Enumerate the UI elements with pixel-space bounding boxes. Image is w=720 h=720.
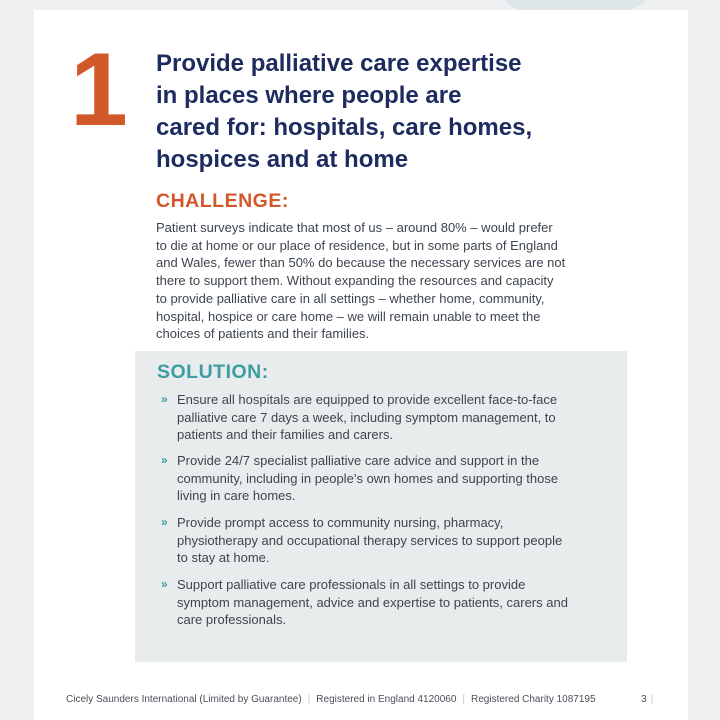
footer-charity: Registered Charity 1087195 (471, 694, 596, 705)
solution-line: Provide 24/7 specialist palliative care advice and support in the (177, 453, 540, 468)
challenge-line: there to support them. Without expanding the resources and capacity (156, 273, 554, 289)
challenge-title: CHALLENGE: (156, 190, 289, 212)
solution-item-text (177, 514, 617, 567)
solution-line: community, including in people’s own homes and supporting those (177, 470, 559, 486)
solution-item-text (177, 391, 617, 444)
heading-line: Provide palliative care expertise (156, 50, 522, 77)
heading-line: cared for: hospitals, care homes, (156, 114, 533, 141)
solution-line: symptom management, advice and expertise to patients, carers and (177, 594, 568, 610)
solution-title: SOLUTION: (157, 361, 269, 383)
page-footer (66, 694, 596, 705)
solution-line: patients and their families and carers. (177, 427, 394, 443)
challenge-line: to die at home or our place of residence, but in some parts of England (156, 237, 558, 253)
footer-separator: | (307, 694, 311, 705)
footer-registered: Registered in England 4120060 (316, 694, 457, 705)
solution-line: living in care homes. (177, 488, 296, 504)
solution-line: Ensure all hospitals are equipped to provide excellent face-to-face (177, 392, 558, 407)
bullet-chevron-icon: » (161, 392, 168, 406)
challenge-body (156, 219, 626, 343)
footer-org: Cicely Saunders International (Limited by Guarantee) (66, 694, 302, 705)
challenge-line: hospital, hospice or care home – we will remain unable to meet the (156, 308, 541, 324)
challenge-line: Patient surveys indicate that most of us – around 80% – would prefer (156, 220, 553, 235)
bullet-chevron-icon: » (161, 515, 168, 529)
footer-separator: | (462, 694, 466, 705)
solution-line: Support palliative care professionals in all settings to provide (177, 577, 526, 592)
solution-item-text (177, 576, 617, 629)
solution-panel (135, 351, 627, 662)
solution-line: physiotherapy and occupational therapy services to support people (177, 532, 563, 548)
solution-line: Provide prompt access to community nursing, pharmacy, (177, 515, 504, 530)
solution-line: care professionals. (177, 612, 287, 628)
page-number-value: 3 (641, 694, 647, 705)
challenge-line: choices of patients and their families. (156, 326, 370, 342)
section-heading (156, 48, 636, 176)
bullet-chevron-icon: » (161, 577, 168, 591)
solution-line: to stay at home. (177, 550, 270, 566)
solution-line: palliative care 7 days a week, including symptom management, to (177, 409, 556, 425)
page-number (641, 694, 653, 705)
bullet-chevron-icon: » (161, 453, 168, 467)
challenge-line: to provide palliative care in all settings – whether home, community, (156, 290, 545, 306)
footer-separator: | (650, 694, 654, 705)
heading-line: in places where people are (156, 82, 462, 109)
heading-line: hospices and at home (156, 146, 409, 173)
section-number: 1 (70, 32, 128, 148)
challenge-line: and Wales, fewer than 50% do because the necessary services are not (156, 255, 566, 271)
solution-item-text (177, 452, 617, 505)
